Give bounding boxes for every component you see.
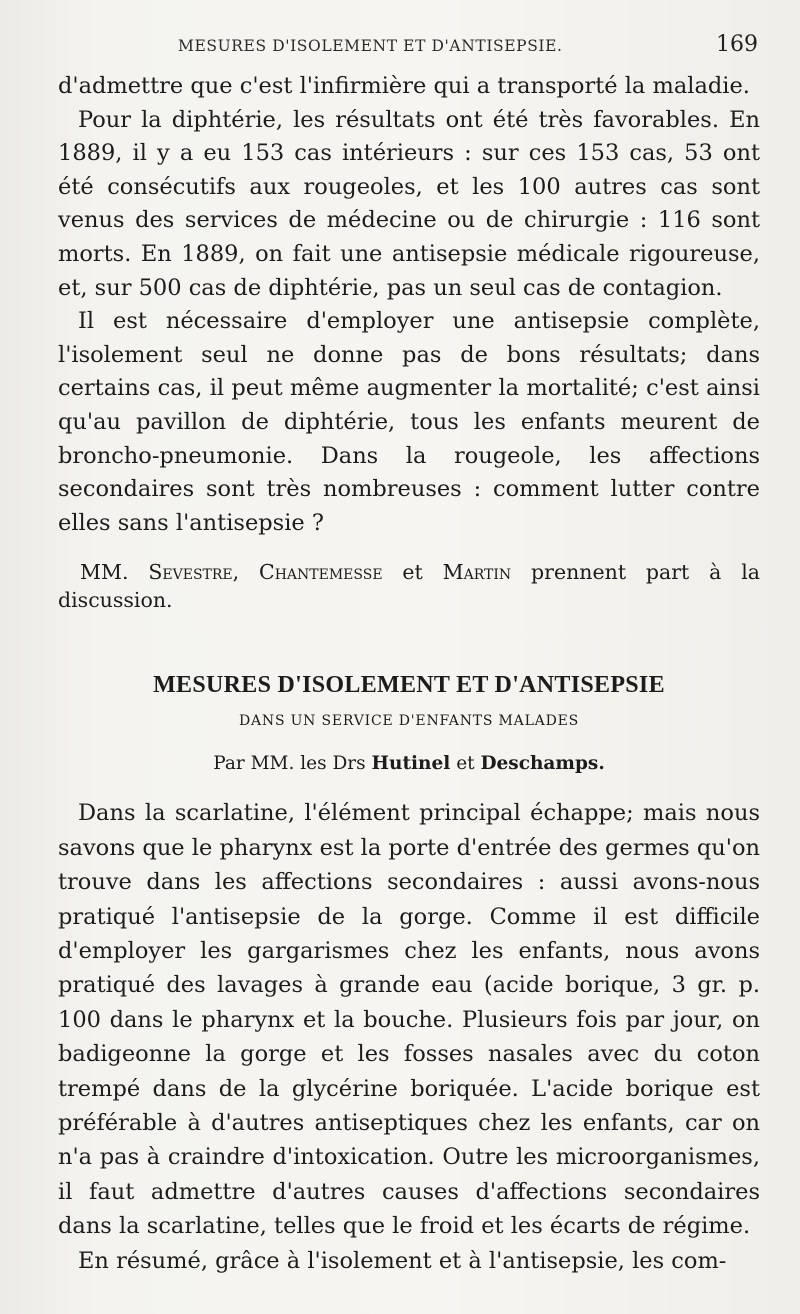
discussion-remark: MM. Sevestre, Chantemesse et Martin prennent part à la discussion. [58, 560, 760, 613]
article-subtitle: DANS UN SERVICE D'ENFANTS MALADES [238, 713, 580, 730]
paragraph: Pour la diphtérie, les résultats ont été très favorables. En 1889, il y a eu 153 cas intérieurs : sur ces 153 cas, 53 ont été consécutifs aux rougeoles, et les 100 autres cas sont venus des services de médecine ou de chirurgie : 116 sont morts. En 1889, on fait une antisepsie médicale rigoureuse, et, sur 500 cas de diphtérie, pas un seul cas de contagion. [58, 106, 760, 301]
participant-name: Martin [442, 560, 512, 585]
paragraph: En résumé, grâce à l'isolement et à l'antisepsie, les com- [78, 1247, 727, 1274]
page-number: 169 [716, 32, 758, 57]
page-header [60, 32, 758, 57]
paragraph: d'admettre que c'est l'infirmière qui a transporté la maladie. [58, 73, 750, 99]
running-title: MESURES D'ISOLEMENT ET D'ANTISEPSIE. [178, 37, 563, 55]
page-body [58, 70, 760, 1278]
author-name: Deschamps. [480, 753, 605, 775]
paragraph: Dans la scarlatine, l'élément principal échappe; mais nous savons que le pharynx est la porte d'entrée des germes qu'on trouve dans les affections secondaires : aussi avons-nous pratiqué l'antisepsie de la gorge. Comme il est difficile d'employer les gargarismes chez les enfants, nous avons pratiqué des lavages à grande eau (acide borique, 3 gr. p. 100 dans le pharynx et la bouche. Plusieurs fois par jour, on badigeonne la gorge et les fosses nasales avec du coton trempé dans de la glycérine boriquée. L'acide borique est préférable à d'autres antiseptiques chez les enfants, car on n'a pas à craindre d'intoxication. Outre les microorganismes, il faut admettre d'autres causes d'affections secondaires dans la scarlatine, telles que le froid et les écarts de régime. [58, 800, 760, 1240]
article-body [58, 796, 760, 1278]
author-name: Hutinel [371, 753, 451, 775]
paragraph: Il est nécessaire d'employer une antisepsie complète, l'isolement seul ne donne pas de bons résultats; dans certains cas, il peut même augmenter la mortalité; c'est ainsi qu'au pavillon de diphtérie, tous les enfants meurent de broncho-pneumonie. Dans la rougeole, les affections secondaires sont très nombreuses : comment lutter contre elles sans l'antisepsie ? [58, 308, 760, 536]
participant-name: Chantemesse [259, 560, 383, 585]
article-authors: Par MM. les Drs Hutinel et Deschamps. [213, 753, 605, 775]
article-title: MESURES D'ISOLEMENT ET D'ANTISEPSIE [153, 672, 665, 699]
participant-name: Sevestre [148, 560, 233, 585]
